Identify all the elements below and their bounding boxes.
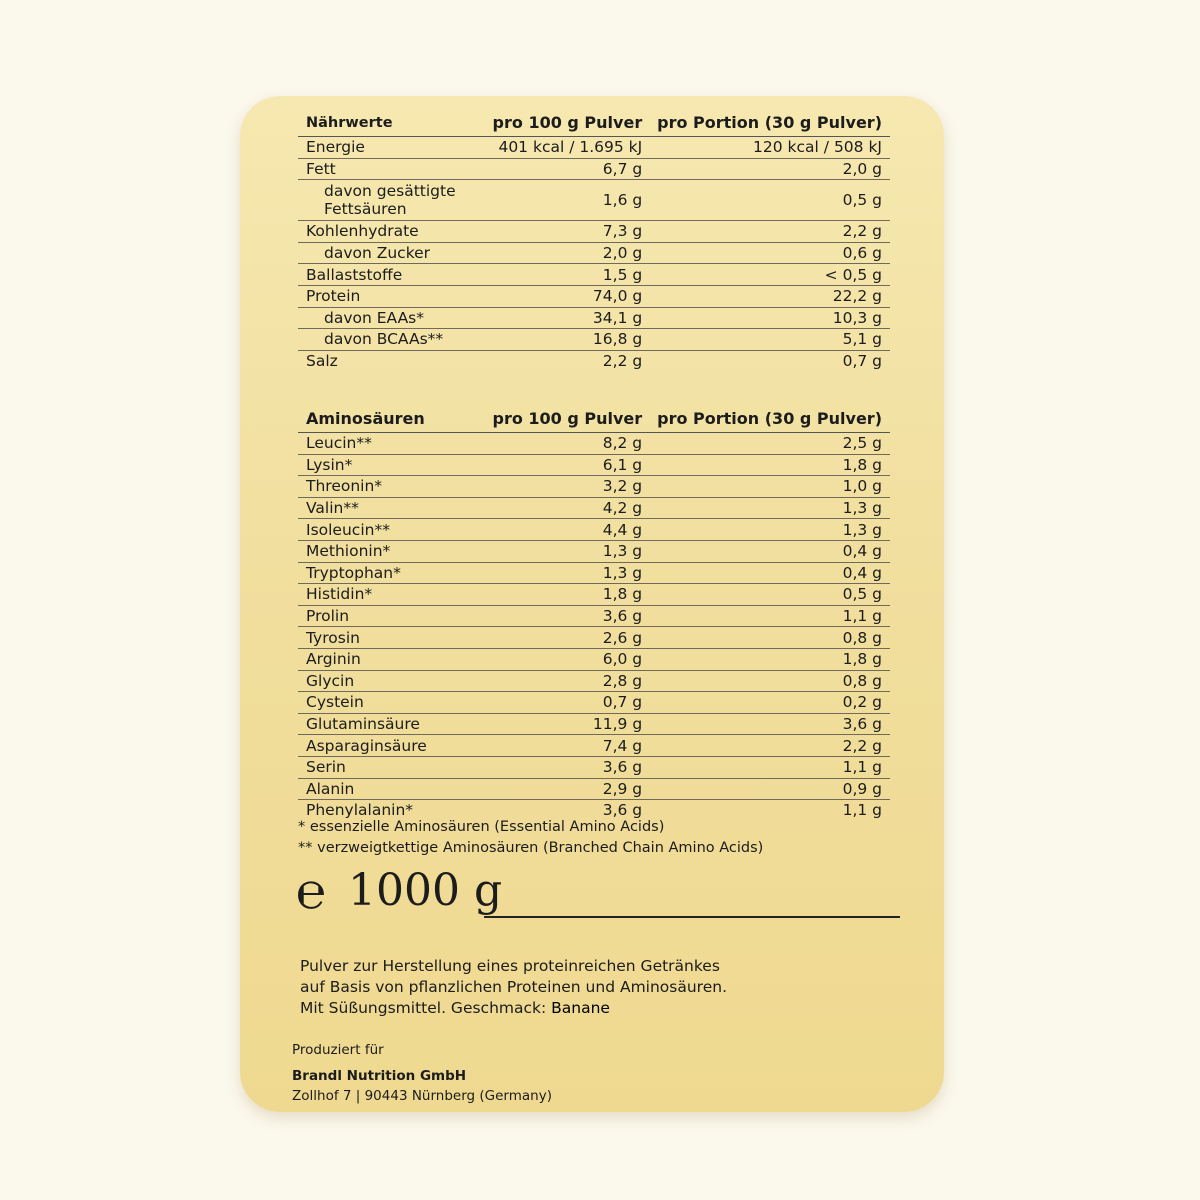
amino-name: Tyrosin bbox=[298, 627, 492, 649]
amino-row bbox=[298, 627, 890, 649]
amino-name: Prolin bbox=[298, 605, 492, 627]
nutrient-per100: 1,5 g bbox=[493, 264, 651, 286]
amino-row bbox=[298, 648, 890, 670]
amino-name: Glutaminsäure bbox=[298, 713, 492, 735]
amino-per100: 6,1 g bbox=[492, 454, 650, 476]
amino-row bbox=[298, 713, 890, 735]
amino-per100: 2,8 g bbox=[492, 670, 650, 692]
amino-name: Histidin* bbox=[298, 584, 492, 606]
amino-row bbox=[298, 584, 890, 606]
producer-info bbox=[292, 1040, 552, 1106]
amino-per100: 3,6 g bbox=[602, 801, 643, 820]
nutrient-portion: 2,2 g bbox=[650, 221, 890, 243]
amino-name: Lysin* bbox=[298, 454, 492, 476]
nutrition-row bbox=[298, 307, 890, 329]
amino-portion: 1,1 g bbox=[842, 801, 882, 820]
amino-acid-table bbox=[298, 406, 890, 821]
amino-portion: 1,8 g bbox=[650, 648, 890, 670]
amino-name: Threonin* bbox=[298, 476, 492, 498]
amino-name: Phenylalanin* bbox=[306, 801, 414, 820]
description-line: auf Basis von pflanzlichen Proteinen und Aminosäuren. bbox=[300, 978, 727, 996]
amino-per100: 1,3 g bbox=[492, 562, 650, 584]
nutrient-portion: 0,6 g bbox=[650, 242, 890, 264]
nutrient-name: davon BCAAs** bbox=[298, 329, 493, 351]
net-weight: 1000 g bbox=[348, 865, 503, 916]
nutrition-header-name: Nährwerte bbox=[298, 110, 493, 137]
nutrition-row bbox=[298, 329, 890, 351]
description-line: Pulver zur Herstellung eines proteinreichen Getränkes bbox=[300, 957, 720, 975]
producer-company: Brandl Nutrition GmbH bbox=[292, 1068, 467, 1084]
nutrition-row bbox=[298, 180, 890, 221]
nutrient-name: Protein bbox=[298, 285, 493, 307]
nutrient-per100: 401 kcal / 1.695 kJ bbox=[493, 137, 651, 159]
description-prefix: Mit Süßungsmittel. Geschmack: bbox=[300, 999, 552, 1017]
estimated-sign-icon: ℮ bbox=[296, 862, 327, 920]
amino-row bbox=[298, 670, 890, 692]
nutrient-name: Fett bbox=[298, 158, 493, 180]
footnote-branched-chain: ** verzweigtkettige Aminosäuren (Branched Chain Amino Acids) bbox=[298, 840, 764, 856]
net-quantity bbox=[296, 862, 900, 920]
amino-row bbox=[298, 476, 890, 498]
nutrient-per100: 7,3 g bbox=[493, 221, 651, 243]
product-description bbox=[300, 956, 727, 1019]
amino-portion: 2,2 g bbox=[650, 735, 890, 757]
amino-header-per100: pro 100 g Pulver bbox=[492, 406, 650, 433]
flavor: Banane bbox=[551, 999, 610, 1017]
nutrient-portion: 0,5 g bbox=[650, 180, 890, 221]
amino-row bbox=[298, 778, 890, 800]
amino-portion: 1,3 g bbox=[650, 519, 890, 541]
nutrition-header-portion: pro Portion (30 g Pulver) bbox=[650, 110, 890, 137]
amino-name: Glycin bbox=[298, 670, 492, 692]
amino-row bbox=[298, 497, 890, 519]
amino-portion: 0,4 g bbox=[650, 540, 890, 562]
nutrition-row bbox=[298, 264, 890, 286]
producer-address: Zollhof 7 | 90443 Nürnberg (Germany) bbox=[292, 1088, 552, 1104]
amino-portion: 0,8 g bbox=[650, 627, 890, 649]
amino-per100: 3,6 g bbox=[492, 605, 650, 627]
amino-portion: 0,9 g bbox=[650, 778, 890, 800]
nutrient-portion: 10,3 g bbox=[650, 307, 890, 329]
amino-row bbox=[298, 605, 890, 627]
amino-name: Arginin bbox=[298, 648, 492, 670]
amino-row bbox=[298, 433, 890, 455]
amino-per100: 6,0 g bbox=[492, 648, 650, 670]
amino-name: Asparaginsäure bbox=[298, 735, 492, 757]
amino-portion: 1,1 g bbox=[650, 605, 890, 627]
amino-header-row bbox=[298, 406, 890, 433]
amino-per100: 2,6 g bbox=[492, 627, 650, 649]
amino-name: Tryptophan* bbox=[298, 562, 492, 584]
amino-name: Methionin* bbox=[298, 540, 492, 562]
amino-per100: 7,4 g bbox=[492, 735, 650, 757]
amino-per100: 1,3 g bbox=[492, 540, 650, 562]
amino-row bbox=[298, 692, 890, 714]
amino-portion: 0,5 g bbox=[650, 584, 890, 606]
amino-row bbox=[298, 756, 890, 778]
nutrient-name: Ballaststoffe bbox=[298, 264, 493, 286]
nutrient-per100: 2,2 g bbox=[602, 352, 643, 371]
nutrient-portion: 22,2 g bbox=[650, 285, 890, 307]
nutrient-name: davon EAAs* bbox=[298, 307, 493, 329]
nutrition-row bbox=[298, 158, 890, 180]
description-line bbox=[300, 998, 727, 1019]
nutrient-portion: 5,1 g bbox=[650, 329, 890, 351]
footnote-essential: * essenzielle Aminosäuren (Essential Amino Acids) bbox=[298, 819, 665, 835]
nutrient-portion: < 0,5 g bbox=[650, 264, 890, 286]
nutrient-name: Salz bbox=[306, 352, 338, 371]
amino-per100: 4,2 g bbox=[492, 497, 650, 519]
amino-header-portion: pro Portion (30 g Pulver) bbox=[650, 406, 890, 433]
amino-name: Alanin bbox=[298, 778, 492, 800]
amino-portion: 0,4 g bbox=[650, 562, 890, 584]
amino-name: Cystein bbox=[298, 692, 492, 714]
amino-row bbox=[298, 540, 890, 562]
amino-portion: 0,8 g bbox=[650, 670, 890, 692]
amino-per100: 2,9 g bbox=[492, 778, 650, 800]
nutrition-header-row bbox=[298, 110, 890, 137]
nutrient-name: davon Zucker bbox=[298, 242, 493, 264]
amino-portion: 1,3 g bbox=[650, 497, 890, 519]
nutrition-row bbox=[298, 285, 890, 307]
amino-name: Leucin** bbox=[298, 433, 492, 455]
amino-row bbox=[298, 735, 890, 757]
amino-per100: 1,8 g bbox=[492, 584, 650, 606]
amino-per100: 0,7 g bbox=[492, 692, 650, 714]
amino-row bbox=[298, 519, 890, 541]
amino-header-name: Aminosäuren bbox=[298, 406, 492, 433]
amino-portion: 3,6 g bbox=[650, 713, 890, 735]
nutrient-per100: 2,0 g bbox=[493, 242, 651, 264]
nutrition-row bbox=[298, 350, 890, 371]
nutrient-portion: 120 kcal / 508 kJ bbox=[650, 137, 890, 159]
amino-name: Valin** bbox=[298, 497, 492, 519]
amino-name: Serin bbox=[298, 756, 492, 778]
nutrition-row bbox=[298, 221, 890, 243]
amino-row bbox=[298, 562, 890, 584]
nutrient-name: davon gesättigte Fettsäuren bbox=[298, 180, 493, 221]
nutrient-per100: 74,0 g bbox=[493, 285, 651, 307]
nutrient-name: Kohlenhydrate bbox=[298, 221, 493, 243]
product-label bbox=[240, 96, 944, 1112]
nutrient-portion: 2,0 g bbox=[650, 158, 890, 180]
nutrient-per100: 6,7 g bbox=[493, 158, 651, 180]
nutrient-per100: 1,6 g bbox=[493, 180, 651, 221]
nutrient-per100: 16,8 g bbox=[493, 329, 651, 351]
nutrient-portion: 0,7 g bbox=[842, 352, 882, 371]
nutrient-per100: 34,1 g bbox=[493, 307, 651, 329]
amino-portion: 0,2 g bbox=[650, 692, 890, 714]
amino-portion: 2,5 g bbox=[650, 433, 890, 455]
quantity-underline bbox=[484, 916, 900, 918]
amino-portion: 1,0 g bbox=[650, 476, 890, 498]
amino-per100: 4,4 g bbox=[492, 519, 650, 541]
amino-name: Isoleucin** bbox=[298, 519, 492, 541]
nutrition-row bbox=[298, 242, 890, 264]
amino-per100: 3,2 g bbox=[492, 476, 650, 498]
nutrition-table bbox=[298, 110, 890, 371]
producer-label: Produziert für bbox=[292, 1042, 384, 1058]
nutrient-name: Energie bbox=[298, 137, 493, 159]
nutrition-header-per100: pro 100 g Pulver bbox=[493, 110, 651, 137]
amino-per100: 11,9 g bbox=[492, 713, 650, 735]
amino-row bbox=[298, 454, 890, 476]
amino-per100: 8,2 g bbox=[492, 433, 650, 455]
nutrition-row bbox=[298, 137, 890, 159]
amino-per100: 3,6 g bbox=[492, 756, 650, 778]
amino-portion: 1,1 g bbox=[650, 756, 890, 778]
amino-portion: 1,8 g bbox=[650, 454, 890, 476]
